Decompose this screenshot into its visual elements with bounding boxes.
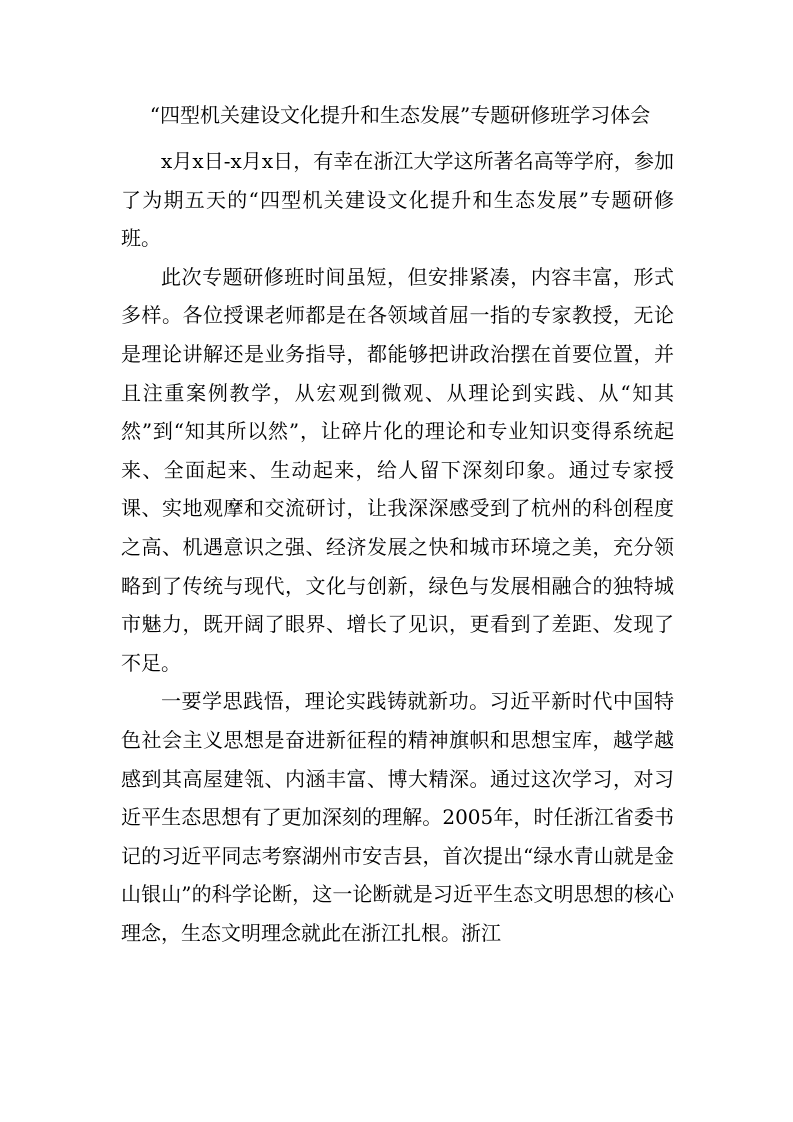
paragraph-intro: x月x日-x月x日，有幸在浙江大学这所著名高等学府，参加了为期五天的“四型机关建设文化提升和生态发展”专题研修班。 — [121, 149, 674, 251]
document-body — [121, 142, 674, 952]
paragraph-point-one: 一要学思践悟，理论实践铸就新功。习近平新时代中国特色社会主义思想是奋进新征程的精神旗帜和思想宝库，越学越感到其高屋建瓴、内涵丰富、博大精深。通过这次学习，对习近平生态思想有了更加深刻的理解。2005年，时任浙江省委书记的习近平同志考察湖州市安吉县，首次提出“绿水青山就是金山银山”的科学论断，这一论断就是习近平生态文明思想的核心理念，生态文明理念就此在浙江扎根。浙江 — [121, 689, 674, 945]
paragraph-overview: 此次专题研修班时间虽短，但安排紧凑，内容丰富，形式多样。各位授课老师都是在各领域首屈一指的专家教授，无论是理论讲解还是业务指导，都能够把讲政治摆在首要位置，并且注重案例教学，从宏观到微观、从理论到实践、从“知其然”到“知其所以然”，让碎片化的理论和专业知识变得系统起来、全面起来、生动起来，给人留下深刻印象。通过专家授课、实地观摩和交流研讨，让我深深感受到了杭州的科创程度之高、机遇意识之强、经济发展之快和城市环境之美，充分领略到了传统与现代，文化与创新，绿色与发展相融合的独特城市魅力，既开阔了眼界、增长了见识，更看到了差距、发现了不足。 — [121, 264, 674, 675]
document-title: “四型机关建设文化提升和生态发展”专题研修班学习体会 — [149, 103, 651, 127]
